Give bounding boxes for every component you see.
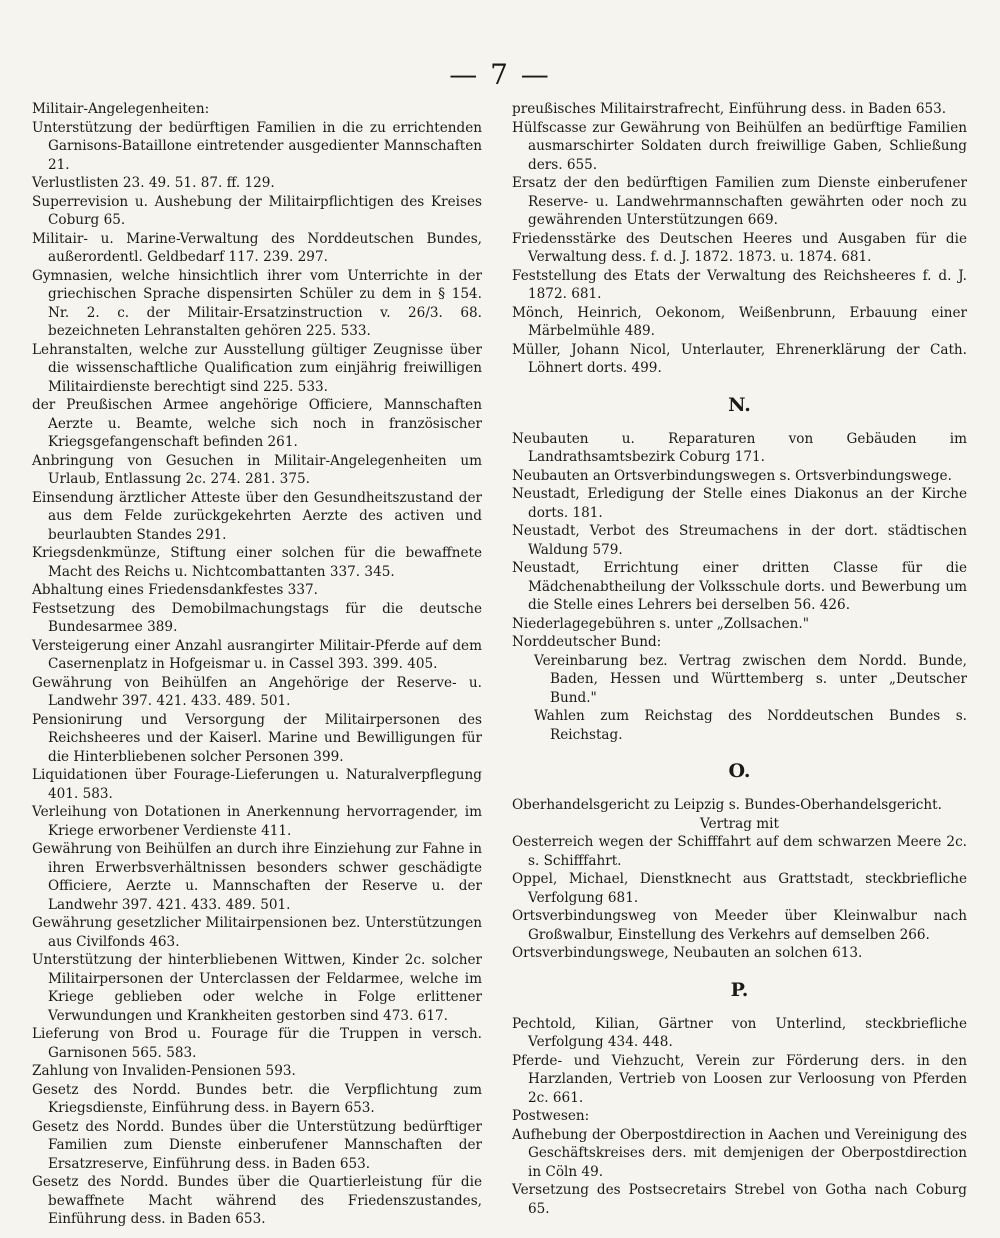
- index-entry: Aufhebung der Oberpostdirection in Aachen und Vereinigung des Geschäftskreises ders. mit demjenigen der Oberpostdirection in Cöln 49.: [512, 1126, 967, 1180]
- index-entry: Friedensstärke des Deutschen Heeres und Ausgaben für die Verwaltung dess. f. d. J. 1872. 1873. u. 1874. 681.: [512, 230, 967, 265]
- index-entry: Verlustlisten 23. 49. 51. 87. ff. 129.: [32, 175, 275, 191]
- left-column: [32, 100, 482, 1229]
- index-entry: Gewährung von Beihülfen an Angehörige der Reserve- u. Landwehr 397. 421. 433. 489. 501.: [32, 674, 482, 709]
- index-entry: Postwesen:: [512, 1108, 590, 1124]
- index-entry: Verleihung von Dotationen in Anerkennung hervorragender, im Kriege erworbener Verdienste 411.: [32, 804, 482, 839]
- index-entry: Zahlung von Invaliden-Pensionen 593.: [32, 1063, 296, 1079]
- index-entry: Liquidationen über Fourage-Lieferungen u. Naturalverpflegung 401. 583.: [32, 767, 482, 802]
- index-entry: Versteigerung einer Anzahl ausrangirter Militair-Pferde auf dem Casernenplatz in Hofgeismar u. in Cassel 393. 399. 405.: [32, 637, 482, 672]
- index-entry: Pensionirung und Versorgung der Militairpersonen des Reichsheeres und der Kaiserl. Marine und Bewilligungen für die Hinterbliebenen solcher Personen 399.: [32, 711, 482, 765]
- index-entry: Gesetz des Nordd. Bundes über die Unterstützung bedürftiger Familien zum Dienste einberufener Mannschaften der Ersatzreserve, Einführung dess. in Baden 653.: [32, 1118, 482, 1172]
- index-entry: Anbringung von Gesuchen in Militair-Angelegenheiten um Urlaub, Entlassung 2c. 274. 281. 375.: [32, 452, 482, 487]
- index-entry: Gewährung von Beihülfen an durch ihre Einziehung zur Fahne in ihren Erwerbsverhältnissen besonders schwer geschädigte Officiere, Aerzte u. Mannschaften der Reserve u. der Landwehr 397. 421. 433. 489. 501.: [32, 841, 482, 913]
- index-entry: der Preußischen Armee angehörige Officiere, Mannschaften Aerzte u. Beamte, welche sich noch in französischer Kriegsgefangenschaft befinden 261.: [32, 397, 482, 450]
- index-entry: preußisches Militairstrafrecht, Einführung dess. in Baden 653.: [512, 101, 947, 117]
- index-entry: Neubauten an Ortsverbindungswegen s. Ortsverbindungswege.: [512, 467, 952, 484]
- index-entry: Unterstützung der bedürftigen Familien in die zu errichtenden Garnisons-Bataillone eintretender ausgedienter Mannschaften 21.: [32, 119, 482, 173]
- index-entry: Müller, Johann Nicol, Unterlauter, Ehrenerklärung der Cath. Löhnert dorts. 499.: [512, 341, 967, 376]
- index-entry: Versetzung des Postsecretairs Strebel von Gotha nach Coburg 65.: [512, 1182, 967, 1217]
- index-entry: Festsetzung des Demobilmachungstags für die deutsche Bundesarmee 389.: [32, 600, 482, 635]
- index-entry: Gewährung gesetzlicher Militairpensionen bez. Unterstützungen aus Civilfonds 463.: [32, 915, 482, 950]
- index-entry: Neustadt, Errichtung einer dritten Classe für die Mädchenabtheilung der Volksschule dorts. und Bewerbung um die Stelle eines Lehrers bei derselben 56. 426.: [512, 560, 967, 613]
- index-entry: Militair- u. Marine-Verwaltung des Norddeutschen Bundes, außerordentl. Geldbedarf 117. 239. 297.: [32, 230, 482, 265]
- index-entry: Mönch, Heinrich, Oekonom, Weißenbrunn, Erbauung einer Märbelmühle 489.: [512, 304, 967, 339]
- section-letter-heading: P.: [730, 978, 749, 1001]
- index-entry: Einsendung ärztlicher Atteste über den Gesundheitszustand der aus dem Felde zurückgekehrten Aerzte des activen und beurlaubten Standes 291.: [32, 489, 482, 543]
- index-entry: Superrevision u. Aushebung der Militairpflichtigen des Kreises Coburg 65.: [32, 193, 482, 228]
- index-sub-entry: Wahlen zum Reichstag des Norddeutschen Bundes s. Reichstag.: [534, 708, 967, 743]
- section-letter-heading: N.: [728, 393, 751, 416]
- page-number: — 7 —: [449, 58, 551, 91]
- index-entry: Feststellung des Etats der Verwaltung des Reichsheeres f. d. J. 1872. 681.: [512, 267, 967, 302]
- index-entry: Norddeutscher Bund:: [512, 634, 662, 650]
- index-entry: Neustadt, Erledigung der Stelle eines Diakonus an der Kirche dorts. 181.: [512, 486, 967, 521]
- index-entry: Lieferung von Brod u. Fourage für die Truppen in versch. Garnisonen 565. 583.: [32, 1026, 482, 1061]
- index-entry: Oberhandelsgericht zu Leipzig s. Bundes-Oberhandelsgericht.: [512, 797, 942, 813]
- index-entry: Ortsverbindungswege, Neubauten an solchen 613.: [512, 945, 863, 961]
- index-entry: Neubauten u. Reparaturen von Gebäuden im Landrathsamtsbezirk Coburg 171.: [512, 430, 967, 465]
- index-entry: Gesetz des Nordd. Bundes über die Quartierleistung für die bewaffnete Macht während des Friedenszustandes, Einführung dess. in Baden 653.: [32, 1174, 482, 1227]
- index-entry: Gesetz des Nordd. Bundes betr. die Verpflichtung zum Kriegsdienste, Einführung dess. in Bayern 653.: [32, 1081, 482, 1116]
- right-column: [512, 100, 967, 1218]
- index-entry: Neustadt, Verbot des Streumachens in der dort. städtischen Waldung 579.: [512, 523, 967, 558]
- index-entry: Kriegsdenkmünze, Stiftung einer solchen für die bewaffnete Macht des Reichs u. Nichtcombattanten 337. 345.: [32, 545, 482, 580]
- index-entry: Niederlagegebühren s. unter „Zollsachen.": [512, 615, 809, 632]
- index-entry: Pechtold, Kilian, Gärtner von Unterlind, steckbriefliche Verfolgung 434. 448.: [512, 1015, 967, 1050]
- index-entry: Oppel, Michael, Dienstknecht aus Grattstadt, steckbriefliche Verfolgung 681.: [512, 871, 967, 906]
- index-entry: Ortsverbindungsweg von Meeder über Kleinwalbur nach Großwalbur, Einstellung des Verkehrs auf demselben 266.: [512, 908, 967, 943]
- index-entry: Ersatz der den bedürftigen Familien zum Dienste einberufener Reserve- u. Landwehrmannschaften gewährten oder noch zu gewährenden Unterstützungen 669.: [512, 175, 967, 228]
- index-group-heading: Militair-Angelegenheiten:: [32, 101, 210, 117]
- index-sub-entry: Vereinbarung bez. Vertrag zwischen dem Nordd. Bunde, Baden, Hessen und Württemberg s. unter „Deutscher Bund.": [534, 652, 967, 706]
- index-entry: Gymnasien, welche hinsichtlich ihrer vom Unterrichte in der griechischen Sprache dispensirten Schüler zu dem in § 154. Nr. 2. c. der Militair-Ersatzinstruction v. 26/3. 68. bezeichneten Lehranstalten gehören 225. 533.: [32, 267, 482, 339]
- index-entry: Pferde- und Viehzucht, Verein zur Förderung ders. in den Harzlanden, Vertrieb von Loosen zur Verloosung von Pferden 2c. 661.: [512, 1052, 967, 1106]
- index-entry: Unterstützung der hinterbliebenen Wittwen, Kinder 2c. solcher Militairpersonen der Unterclassen der Feldarmee, welche im Kriege geblieben oder welche in Folge erlittener Verwundungen und Krankheiten gestorben sind 473. 617.: [32, 952, 482, 1024]
- index-entry: Oesterreich wegen der Schifffahrt auf dem schwarzen Meere 2c. s. Schifffahrt.: [512, 834, 967, 869]
- index-entry: Abhaltung eines Friedensdankfestes 337.: [32, 582, 318, 598]
- index-entry: Lehranstalten, welche zur Ausstellung gültiger Zeugnisse über die wissenschaftliche Qualification zum einjährig freiwilligen Militairdienste berechtigt sind 225. 533.: [32, 341, 482, 395]
- section-letter-heading: O.: [728, 760, 751, 782]
- index-entry-note: Vertrag mit: [700, 815, 779, 832]
- index-entry: Hülfscasse zur Gewährung von Beihülfen an bedürftige Familien ausmarschirter Soldaten durch freiwillige Gaben, Schließung ders. 655.: [512, 119, 967, 173]
